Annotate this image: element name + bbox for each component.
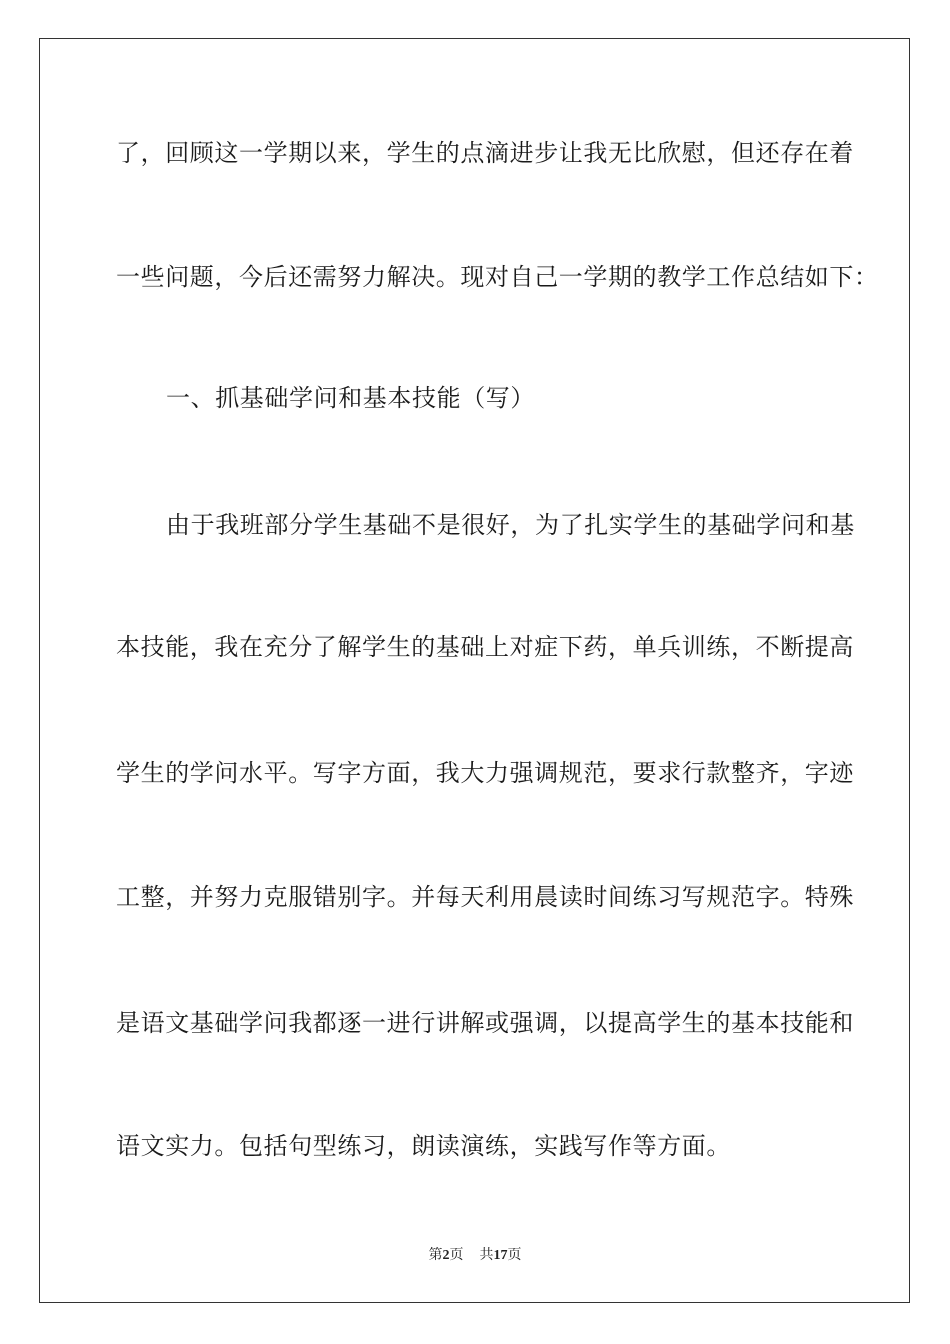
page-current: 2 [442,1248,450,1263]
paragraph-line: 本技能，我在充分了解学生的基础上对症下药，单兵训练，不断提高 [116,633,854,661]
total-prefix: 共 [479,1247,494,1263]
total-suffix: 页 [507,1247,522,1263]
page-footer [0,1246,950,1265]
paragraph-line: 一些问题，今后还需努力解决。现对自己一学期的教学工作总结如下： [116,263,879,291]
page-border [39,38,910,1303]
paragraph-line: 了，回顾这一学期以来，学生的点滴进步让我无比欣慰，但还存在着 [116,139,854,167]
paragraph-line: 由于我班部分学生基础不是很好，为了扎实学生的基础学问和基 [166,511,855,539]
paragraph-line: 是语文基础学问我都逐一进行讲解或强调，以提高学生的基本技能和 [116,1009,854,1037]
paragraph-line: 工整，并努力克服错别字。并每天利用晨读时间练习写规范字。特殊 [116,883,854,911]
page-suffix: 页 [449,1247,464,1263]
paragraph-line: 学生的学问水平。写字方面，我大力强调规范，要求行款整齐，字迹 [116,759,854,787]
section-heading: 一、抓基础学问和基本技能（写） [166,384,535,412]
page-total: 17 [493,1248,508,1263]
page-prefix: 第 [428,1247,443,1263]
paragraph-line: 语文实力。包括句型练习，朗读演练，实践写作等方面。 [116,1132,731,1160]
